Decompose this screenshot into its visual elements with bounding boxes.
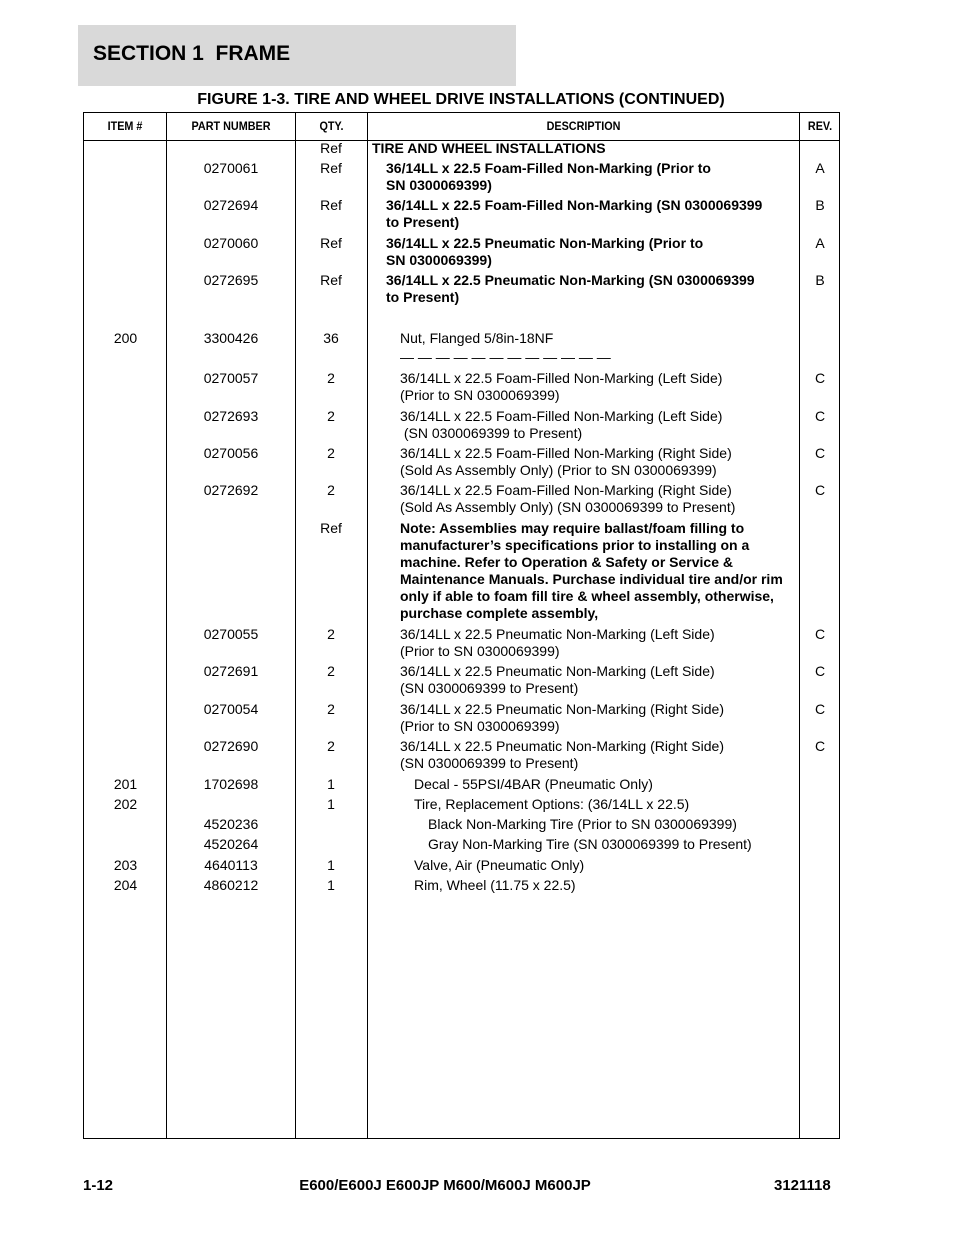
assembly-note: Note: Assemblies may require ballast/foam filling to manufacturer’s specifications prior to installing on a machine. Refer to Operation & Safety or Service & Maintenance Manuals. Purchase individual tire and/or rim only if able to foam fill tire & wheel assembly, otherwise, purchase complete assembly, (400, 520, 783, 621)
parts-table (83, 112, 840, 1139)
part-number: 0272694 (203, 197, 259, 213)
item-number: 200 (113, 330, 138, 346)
part-number: 1702698 (203, 776, 259, 792)
revision: C (814, 663, 826, 679)
description: 36/14LL x 22.5 Foam-Filled Non-Marking (Left Side) (Prior to SN 0300069399) (400, 370, 723, 403)
part-number: 0272691 (203, 663, 259, 679)
quantity: Ref (320, 197, 342, 213)
revision: C (814, 370, 826, 386)
revision: B (815, 272, 825, 288)
item-number: 204 (113, 877, 138, 893)
item-number: 202 (113, 796, 138, 812)
part-number: 0272692 (203, 482, 259, 498)
quantity: 2 (327, 663, 335, 679)
section-header-bar (78, 25, 516, 86)
description: 36/14LL x 22.5 Pneumatic Non-Marking (Left Side) (Prior to SN 0300069399) (400, 626, 715, 659)
quantity: Ref (320, 160, 342, 176)
revision: C (814, 738, 826, 754)
description: Rim, Wheel (11.75 x 22.5) (414, 877, 576, 893)
quantity: 1 (327, 877, 335, 893)
quantity: 2 (327, 701, 335, 717)
description: 36/14LL x 22.5 Pneumatic Non-Marking (SN 0300069399 to Present) (386, 272, 755, 305)
quantity: 1 (327, 857, 335, 873)
description: 36/14LL x 22.5 Foam-Filled Non-Marking (Prior to SN 0300069399) (386, 160, 711, 193)
description: 36/14LL x 22.5 Foam-Filled Non-Marking (SN 0300069399 to Present) (386, 197, 763, 230)
part-number: 0270056 (203, 445, 259, 461)
part-number: 0272690 (203, 738, 259, 754)
revision: C (814, 445, 826, 461)
revision: C (814, 626, 826, 642)
quantity: 2 (327, 370, 335, 386)
description: 36/14LL x 22.5 Pneumatic Non-Marking (Prior to SN 0300069399) (386, 235, 704, 268)
header-description: DESCRIPTION (546, 119, 621, 133)
description: Decal - 55PSI/4BAR (Pneumatic Only) (414, 776, 653, 792)
description: Black Non-Marking Tire (Prior to SN 0300069399) (428, 816, 737, 832)
description: Nut, Flanged 5/8in-18NF (400, 330, 554, 346)
description: 36/14LL x 22.5 Pneumatic Non-Marking (Right Side) (Prior to SN 0300069399) (400, 701, 724, 734)
document-number: 3121118 (774, 1177, 831, 1194)
revision: C (814, 701, 826, 717)
page-number: 1-12 (83, 1177, 114, 1194)
part-number: 0270054 (203, 701, 259, 717)
separator-dashes: — — — — — — — — — — — — (400, 349, 611, 365)
part-number: 4640113 (204, 857, 258, 873)
figure-title: FIGURE 1-3. TIRE AND WHEEL DRIVE INSTALLATIONS (CONTINUED) (197, 91, 725, 108)
revision: A (815, 235, 825, 251)
quantity: Ref (320, 235, 342, 251)
model-list: E600/E600J E600JP M600/M600J M600JP (299, 1177, 591, 1194)
part-number: 0270060 (203, 235, 259, 251)
section-title: SECTION 1 FRAME (93, 42, 291, 65)
description: Gray Non-Marking Tire (SN 0300069399 to Present) (428, 836, 752, 852)
item-number: 201 (113, 776, 138, 792)
part-number: 0270061 (203, 160, 259, 176)
header-qty: QTY. (319, 119, 344, 133)
quantity: 36 (323, 330, 339, 346)
description: 36/14LL x 22.5 Pneumatic Non-Marking (Left Side) (SN 0300069399 to Present) (400, 663, 715, 696)
item-number: 203 (113, 857, 138, 873)
part-number: 0272695 (203, 272, 259, 288)
quantity: 2 (327, 445, 335, 461)
description: 36/14LL x 22.5 Foam-Filled Non-Marking (Right Side) (Sold As Assembly Only) (SN 0300069399 to Present) (400, 482, 736, 515)
part-number: 0270055 (203, 626, 259, 642)
quantity: 1 (327, 796, 335, 812)
revision: A (815, 160, 825, 176)
quantity: 1 (327, 776, 335, 792)
description: 36/14LL x 22.5 Pneumatic Non-Marking (Right Side) (SN 0300069399 to Present) (400, 738, 724, 771)
description: 36/14LL x 22.5 Foam-Filled Non-Marking (Left Side) (SN 0300069399 to Present) (400, 408, 723, 441)
part-number: 0270057 (203, 370, 259, 386)
quantity: 2 (327, 408, 335, 424)
quantity: 2 (327, 738, 335, 754)
header-part-number: PART NUMBER (191, 119, 271, 133)
quantity: Ref (320, 520, 342, 536)
revision: B (815, 197, 825, 213)
description: TIRE AND WHEEL INSTALLATIONS (372, 140, 606, 156)
part-number: 0272693 (203, 408, 259, 424)
description: Valve, Air (Pneumatic Only) (414, 857, 585, 873)
quantity: Ref (320, 272, 342, 288)
part-number: 4860212 (203, 877, 259, 893)
part-number: 4520264 (203, 836, 259, 852)
revision: C (814, 482, 826, 498)
header-item: ITEM # (107, 119, 143, 133)
header-rev: REV. (807, 119, 833, 133)
quantity: 2 (327, 482, 335, 498)
revision: C (814, 408, 826, 424)
quantity: Ref (320, 140, 342, 156)
part-number: 3300426 (203, 330, 259, 346)
description: 36/14LL x 22.5 Foam-Filled Non-Marking (Right Side) (Sold As Assembly Only) (Prior to SN 0300069399) (400, 445, 732, 478)
part-number: 4520236 (203, 816, 259, 832)
quantity: 2 (327, 626, 335, 642)
description: Tire, Replacement Options: (36/14LL x 22.5) (414, 796, 690, 812)
